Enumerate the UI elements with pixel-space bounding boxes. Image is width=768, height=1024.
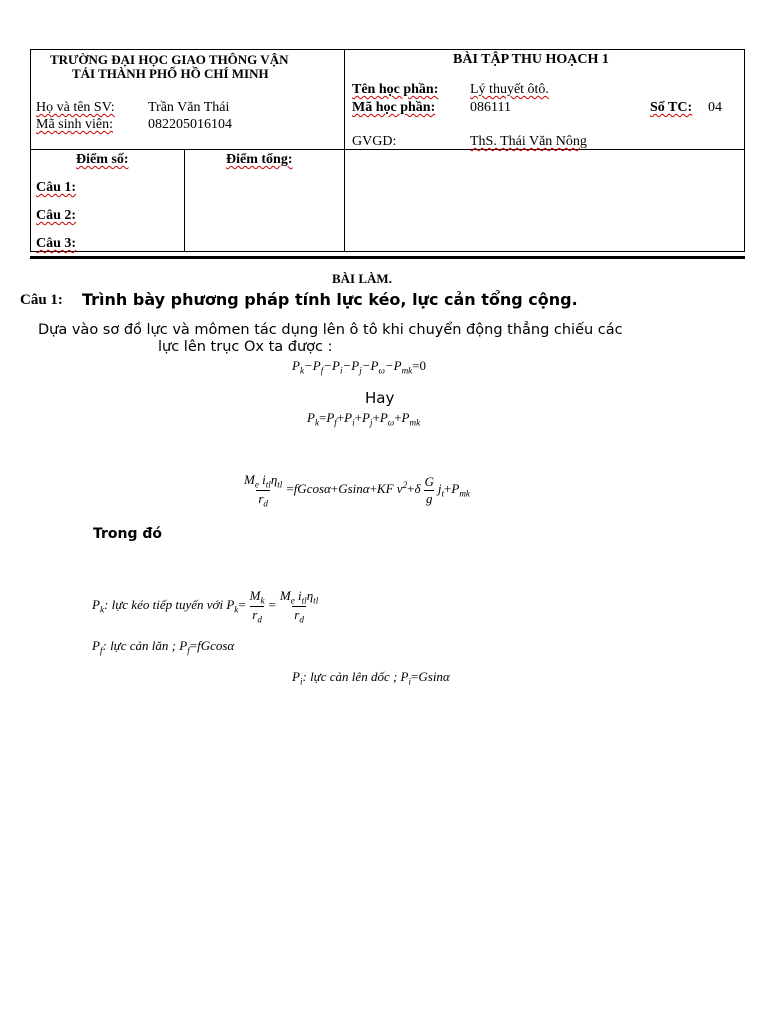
assignment-title: BÀI TẬP THU HOẠCH 1: [453, 52, 609, 67]
table-left-border: [30, 49, 31, 252]
total-score-label: Điểm tổng:: [226, 152, 293, 167]
lecturer: ThS. Thái Văn Nông: [470, 134, 587, 149]
credits-label: Số TC:: [650, 100, 693, 115]
intro-line2: lực lên trục Ox ta được :: [158, 339, 333, 355]
question-text: Trình bày phương pháp tính lực kéo, lực cản tổng cộng.: [82, 290, 578, 309]
question-1-score: Câu 1:: [36, 180, 77, 195]
course-name: Lý thuyết ôtô.: [470, 82, 549, 97]
table-bottom-border: [30, 251, 745, 252]
thick-separator: [30, 256, 745, 259]
definition-pi-text: : lực cản lên dốc ;: [302, 669, 401, 684]
course-name-label: Tên học phần:: [352, 82, 439, 97]
definition-pf-text: : lực cản lăn ;: [102, 638, 180, 653]
question-2-score: Câu 2:: [36, 208, 77, 223]
school-name-line1: TRƯỜNG ĐẠI HỌC GIAO THÔNG VẬN: [50, 52, 289, 67]
table-right-border: [744, 49, 745, 252]
equation-force-balance: $P_k-P_f-P_i-P_j-P_\omega-P_{mk}=0$: [292, 358, 427, 376]
section-title: BÀI LÀM.: [332, 271, 392, 286]
course-code-label: Mã học phần:: [352, 100, 436, 115]
hay-text: Hay: [365, 389, 395, 407]
table-score-divider: [184, 149, 185, 252]
definition-pk: $P_k$: lực kéo tiếp tuyến với $P_k=$ $\frac{M_k}{r_d}$ = $\frac{M_e i_{tl}\eta_{tl}}{r_d}$: [92, 588, 319, 625]
equation-traction-sum: $P_k=P_f+P_i+P_j+P_\omega+P_{mk}$: [307, 410, 421, 428]
course-code: 086111: [470, 100, 511, 115]
student-id: 082205016104: [148, 117, 232, 132]
student-id-label: Mã sinh viên:: [36, 117, 113, 132]
equation-expanded: $\frac{M_e i_{tl}\eta_{tl}}{r_d}$ =fGcosα+Gsinα+KF $v^2+\delta$ $\frac{G}{g}$ $j_t+P_{mk}$: [244, 472, 470, 509]
school-name-line2: TẢI THÀNH PHỐ HỒ CHÍ MINH: [72, 66, 269, 81]
student-name: Trần Văn Thái: [148, 100, 230, 115]
score-label: Điểm số:: [76, 152, 129, 167]
trong-do-text: Trong đó: [93, 526, 163, 542]
lecturer-label: GVGD:: [352, 134, 397, 149]
question-label: Câu 1:: [20, 292, 63, 308]
intro-line1: Dựa vào sơ đồ lực và mômen tác dụng lên ô tô khi chuyển động thẳng chiếu các: [38, 322, 623, 338]
credits: 04: [708, 100, 722, 115]
definition-pi: $P_i$: lực cản lên dốc ; $P_i=Gsin\alpha$: [292, 669, 450, 687]
definition-pf: $P_f$: lực cản lăn ; $P_f=fGcos\alpha$: [92, 638, 235, 656]
question-3-score: Câu 3:: [36, 236, 77, 251]
table-top-border: [30, 49, 745, 50]
student-name-label: Họ và tên SV:: [36, 100, 115, 115]
definition-pk-text: : lực kéo tiếp tuyến với: [104, 597, 227, 613]
table-mid-divider: [344, 49, 345, 252]
